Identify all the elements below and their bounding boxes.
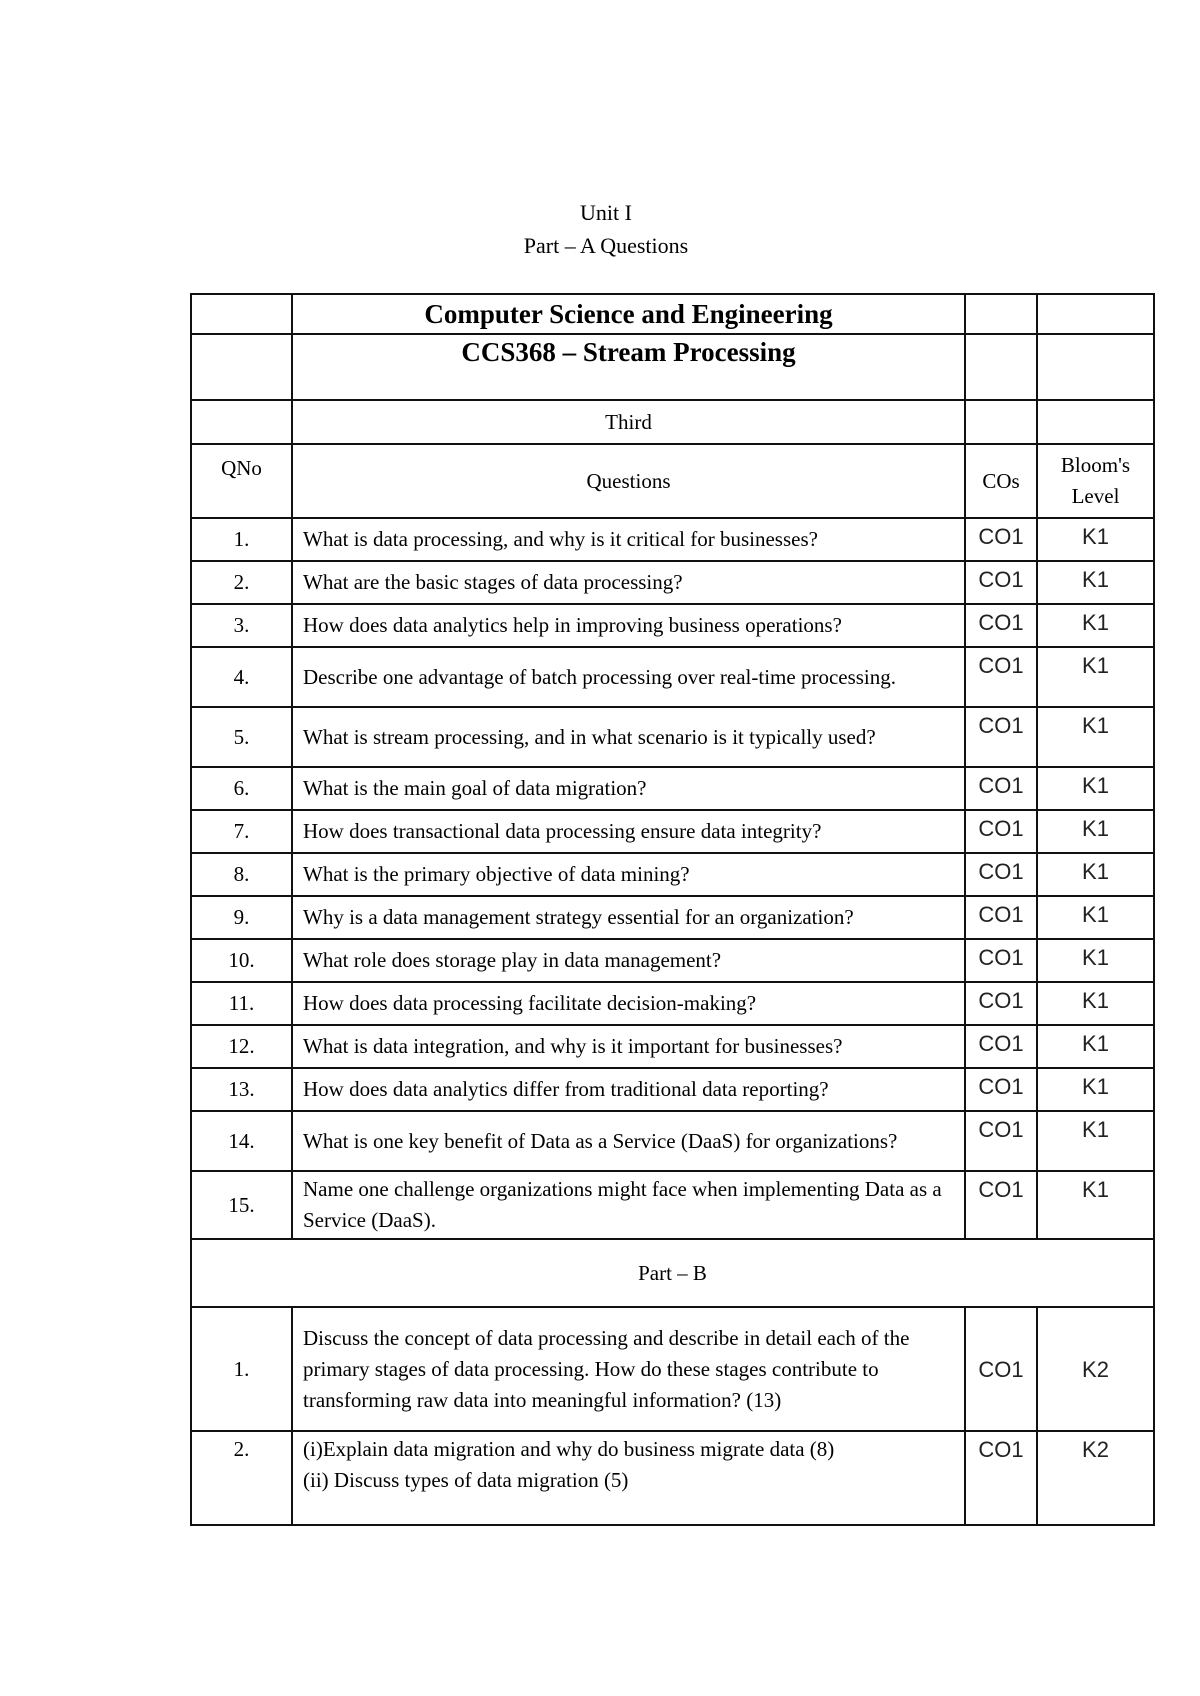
table-row [191,853,1154,896]
table-row [191,604,1154,647]
question-text: What is one key benefit of Data as a Service (DaaS) for organizations? [292,1111,965,1171]
table-row [191,1171,1154,1239]
table-row [191,1025,1154,1068]
course-title: CCS368 – Stream Processing [292,334,965,400]
table-row [191,1068,1154,1111]
question-text: How does data analytics differ from traditional data reporting? [292,1068,965,1111]
semester-row [191,400,1154,444]
unit-title: Unit I [580,200,632,225]
question-text: How does data analytics help in improving business operations? [292,604,965,647]
course-outcome: CO1 [965,1068,1037,1111]
part-b-row [191,1239,1154,1307]
question-text: What is data integration, and why is it important for businesses? [292,1025,965,1068]
question-text: What are the basic stages of data processing? [292,561,965,604]
table-row [191,1111,1154,1171]
question-number: 12. [191,1025,292,1068]
question-text: Why is a data management strategy essential for an organization? [292,896,965,939]
blooms-level: K1 [1037,1171,1154,1239]
question-number: 14. [191,1111,292,1171]
question-text: What is the primary objective of data mining? [292,853,965,896]
table-row [191,767,1154,810]
question-number: 6. [191,767,292,810]
question-text: What is data processing, and why is it critical for businesses? [292,518,965,561]
blooms-level: K1 [1037,939,1154,982]
question-number: 1. [191,1307,292,1431]
col-header-blooms: Bloom's Level [1037,444,1154,518]
question-text-part1: (i)Explain data migration and why do business migrate data (8) [303,1437,835,1461]
question-text: Describe one advantage of batch processing over real-time processing. [292,647,965,707]
blooms-level: K1 [1037,647,1154,707]
question-number: 8. [191,853,292,896]
course-outcome: CO1 [965,810,1037,853]
blooms-level: K2 [1037,1431,1154,1525]
question-number: 13. [191,1068,292,1111]
col-header-questions: Questions [292,444,965,518]
question-number: 2. [191,561,292,604]
blooms-level: K1 [1037,1068,1154,1111]
question-number: 9. [191,896,292,939]
course-outcome: CO1 [965,939,1037,982]
col-header-qno: QNo [191,444,292,518]
col-header-cos: COs [965,444,1037,518]
blooms-level: K1 [1037,561,1154,604]
table-row [191,647,1154,707]
department-row [191,294,1154,334]
table-row [191,518,1154,561]
blooms-level: K1 [1037,982,1154,1025]
blooms-level: K2 [1037,1307,1154,1431]
blooms-level: K1 [1037,707,1154,767]
question-number: 11. [191,982,292,1025]
course-outcome: CO1 [965,853,1037,896]
table-row [191,561,1154,604]
question-text: What role does storage play in data management? [292,939,965,982]
table-row [191,896,1154,939]
column-header-row [191,444,1154,518]
question-text: What is the main goal of data migration? [292,767,965,810]
department-title: Computer Science and Engineering [292,294,965,334]
table-row [191,982,1154,1025]
course-outcome: CO1 [965,982,1037,1025]
question-number: 2. [191,1431,292,1525]
course-outcome: CO1 [965,1171,1037,1239]
course-outcome: CO1 [965,561,1037,604]
blooms-level: K1 [1037,604,1154,647]
blooms-level: K1 [1037,1111,1154,1171]
table-row [191,810,1154,853]
question-text: Discuss the concept of data processing and describe in detail each of the primary stages of data processing. How do these stages contribute to transforming raw data into meaningful information? (13) [292,1307,965,1431]
question-number: 3. [191,604,292,647]
question-number: 5. [191,707,292,767]
question-text: How does transactional data processing ensure data integrity? [292,810,965,853]
question-table [190,293,1155,1526]
course-outcome: CO1 [965,896,1037,939]
question-number: 10. [191,939,292,982]
blooms-level: K1 [1037,518,1154,561]
blooms-level: K1 [1037,810,1154,853]
question-text-part2: (ii) Discuss types of data migration (5) [303,1468,629,1492]
question-text: Name one challenge organizations might face when implementing Data as a Service (DaaS). [292,1171,965,1239]
course-outcome: CO1 [965,1307,1037,1431]
course-outcome: CO1 [965,767,1037,810]
table-row [191,707,1154,767]
blooms-level: K1 [1037,896,1154,939]
course-outcome: CO1 [965,647,1037,707]
table-row [191,939,1154,982]
table-row [191,1431,1154,1525]
part-a-title: Part – A Questions [523,233,689,258]
course-outcome: CO1 [965,1431,1037,1525]
table-row [191,1307,1154,1431]
question-number: 7. [191,810,292,853]
course-outcome: CO1 [965,604,1037,647]
course-row [191,334,1154,400]
course-outcome: CO1 [965,1111,1037,1171]
course-outcome: CO1 [965,707,1037,767]
semester: Third [292,400,965,444]
question-number: 15. [191,1171,292,1239]
blooms-level: K1 [1037,853,1154,896]
question-number: 4. [191,647,292,707]
question-text: How does data processing facilitate decision-making? [292,982,965,1025]
course-outcome: CO1 [965,518,1037,561]
question-number: 1. [191,518,292,561]
blooms-level: K1 [1037,767,1154,810]
blooms-level: K1 [1037,1025,1154,1068]
part-b-title: Part – B [191,1239,1154,1307]
course-outcome: CO1 [965,1025,1037,1068]
question-text: What is stream processing, and in what scenario is it typically used? [292,707,965,767]
